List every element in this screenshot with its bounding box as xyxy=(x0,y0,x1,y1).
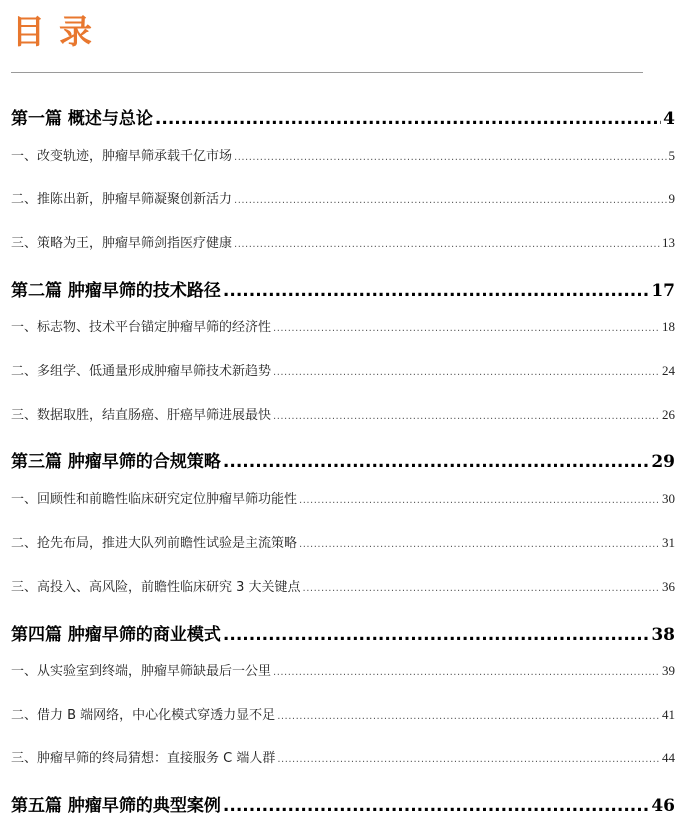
toc-section-label: 三、肿瘤早筛的终局猜想：直接服务 C 端人群 xyxy=(11,751,276,766)
toc-section-label: 二、多组学、低通量形成肿瘤早筛技术新趋势 xyxy=(11,364,272,379)
dot-leader xyxy=(223,281,649,301)
toc-section-entry[interactable] xyxy=(11,145,675,164)
toc-section-entry[interactable] xyxy=(11,747,675,766)
dot-leader xyxy=(223,796,649,816)
toc-section-entry[interactable] xyxy=(11,532,675,551)
toc-section-entry[interactable] xyxy=(11,188,675,207)
toc-page-number: 5 xyxy=(668,148,675,163)
toc-page-number: 26 xyxy=(662,407,675,422)
toc-heading: 目录 xyxy=(12,12,106,51)
dot-leader xyxy=(277,754,660,765)
dot-leader xyxy=(155,109,661,129)
toc-part-label: 第三篇 肿瘤早筛的合规策略 xyxy=(11,452,221,472)
dot-leader xyxy=(223,452,649,472)
dot-leader xyxy=(299,539,660,550)
toc-page-number: 41 xyxy=(662,707,675,722)
toc-part-entry[interactable] xyxy=(11,620,675,645)
dot-leader xyxy=(299,495,660,506)
dot-leader xyxy=(303,583,660,594)
toc-page-number: 44 xyxy=(662,750,675,765)
toc-page-number: 39 xyxy=(662,663,675,678)
dot-leader xyxy=(234,195,666,206)
toc-section-label: 三、策略为王，肿瘤早筛剑指医疗健康 xyxy=(11,236,233,251)
toc-section-label: 一、改变轨迹，肿瘤早筛承载千亿市场 xyxy=(11,149,233,164)
dot-leader xyxy=(273,411,660,422)
toc-page-number: 13 xyxy=(662,235,675,250)
dot-leader xyxy=(277,711,660,722)
toc-section-entry[interactable] xyxy=(11,488,675,507)
toc-page-number: 31 xyxy=(662,535,675,550)
toc-part-entry[interactable] xyxy=(11,447,675,472)
toc-section-label: 二、抢先布局，推进大队列前瞻性试验是主流策略 xyxy=(11,536,298,551)
toc-part-label: 第四篇 肿瘤早筛的商业模式 xyxy=(11,625,221,645)
toc-section-entry[interactable] xyxy=(11,232,675,251)
toc-section-entry[interactable] xyxy=(11,576,675,595)
toc-part-label: 第一篇 概述与总论 xyxy=(11,109,153,129)
toc-page-number: 9 xyxy=(668,191,675,206)
toc-section-label: 二、推陈出新，肿瘤早筛凝聚创新活力 xyxy=(11,192,233,207)
dot-leader xyxy=(273,367,660,378)
toc-part-label: 第五篇 肿瘤早筛的典型案例 xyxy=(11,796,221,816)
dot-leader xyxy=(234,152,666,163)
toc-section-label: 三、数据取胜，结直肠癌、肝癌早筛进展最快 xyxy=(11,408,272,423)
toc-section-label: 一、回顾性和前瞻性临床研究定位肿瘤早筛功能性 xyxy=(11,492,298,507)
toc-section-entry[interactable] xyxy=(11,704,675,723)
dot-leader xyxy=(273,667,660,678)
toc-page-number: 38 xyxy=(651,625,675,645)
toc-page-number: 36 xyxy=(662,579,675,594)
toc-section-label: 二、借力 B 端网络，中心化模式穿透力显不足 xyxy=(11,708,276,723)
toc-part-entry[interactable] xyxy=(11,276,675,301)
toc-part-entry[interactable] xyxy=(11,104,675,129)
toc-section-entry[interactable] xyxy=(11,660,675,679)
dot-leader xyxy=(234,239,660,250)
toc-section-entry[interactable] xyxy=(11,316,675,335)
dot-leader xyxy=(273,323,660,334)
toc-page-number: 4 xyxy=(663,109,675,129)
toc-page-number: 17 xyxy=(651,281,675,301)
heading-divider xyxy=(11,72,643,73)
toc-page-number: 30 xyxy=(662,491,675,506)
toc-page-number: 18 xyxy=(662,319,675,334)
toc-page-number: 29 xyxy=(651,452,675,472)
toc-part-entry[interactable] xyxy=(11,791,675,816)
toc-part-label: 第二篇 肿瘤早筛的技术路径 xyxy=(11,281,221,301)
toc-page-number: 46 xyxy=(651,796,675,816)
toc-section-entry[interactable] xyxy=(11,404,675,423)
dot-leader xyxy=(223,625,649,645)
toc-section-label: 三、高投入、高风险，前瞻性临床研究 3 大关键点 xyxy=(11,580,301,595)
toc-section-label: 一、标志物、技术平台锚定肿瘤早筛的经济性 xyxy=(11,320,272,335)
toc-section-entry[interactable] xyxy=(11,360,675,379)
toc-page-number: 24 xyxy=(662,363,675,378)
toc-section-label: 一、从实验室到终端，肿瘤早筛缺最后一公里 xyxy=(11,664,272,679)
